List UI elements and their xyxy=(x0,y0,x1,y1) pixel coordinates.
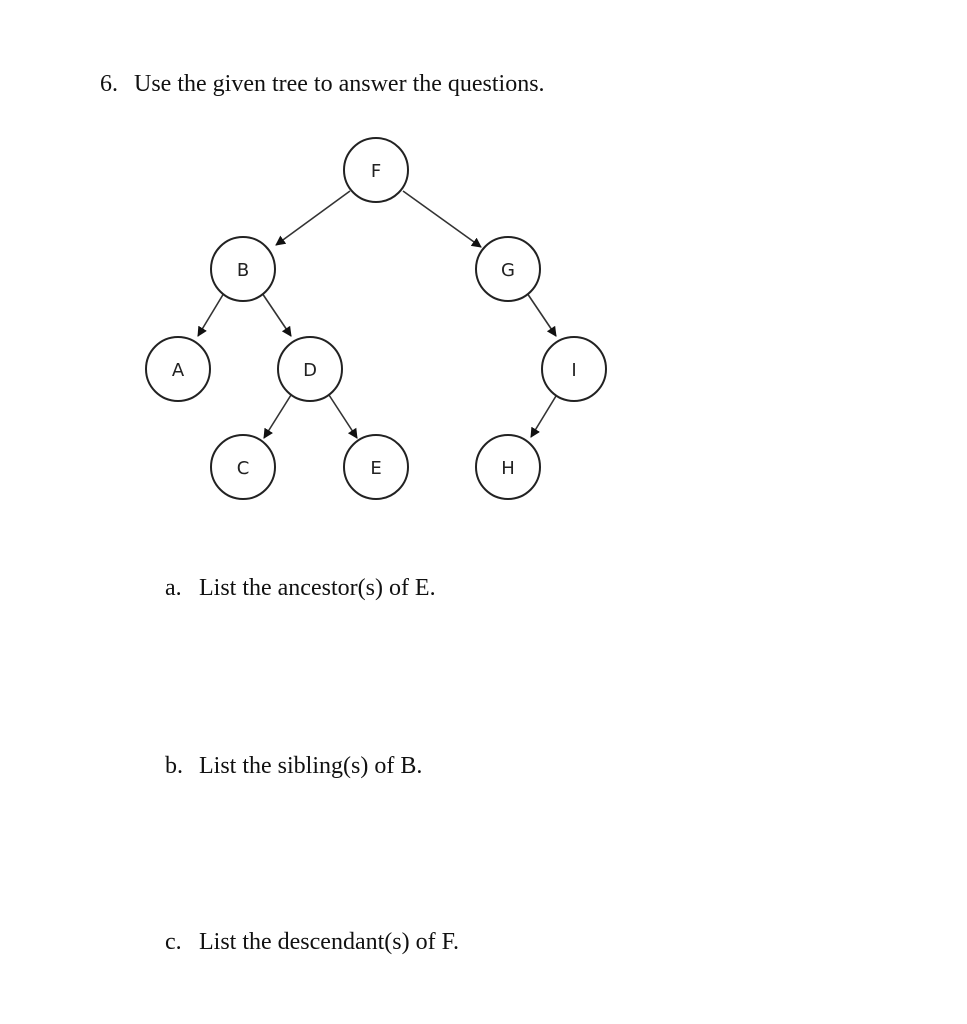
node-label: A xyxy=(171,360,185,381)
edge-b-d xyxy=(262,293,291,336)
sub-question-b xyxy=(165,750,422,782)
edge-g-i xyxy=(527,293,556,336)
tree-node-i xyxy=(542,337,606,401)
node-label: G xyxy=(501,260,515,281)
node-label: H xyxy=(501,458,515,479)
edge-b-a xyxy=(198,293,224,336)
edge-f-b xyxy=(276,191,350,245)
tree-node-f xyxy=(344,138,408,202)
tree-node-c xyxy=(211,435,275,499)
tree-node-d xyxy=(278,337,342,401)
node-label: B xyxy=(236,260,250,281)
sub-question-text: List the sibling(s) of B. xyxy=(199,753,423,779)
tree-node-b xyxy=(211,237,275,301)
node-label: D xyxy=(303,360,317,381)
node-label: C xyxy=(236,458,250,479)
node-label: I xyxy=(571,360,577,381)
node-label: F xyxy=(370,161,382,182)
question-number: 6. xyxy=(100,71,118,97)
node-label: E xyxy=(370,458,382,479)
tree-node-h xyxy=(476,435,540,499)
sub-question-letter: a. xyxy=(165,575,182,601)
sub-question-letter: c. xyxy=(165,929,182,955)
question-text: Use the given tree to answer the questions. xyxy=(134,71,545,97)
edge-f-g xyxy=(403,191,481,247)
tree-node-g xyxy=(476,237,540,301)
edge-d-e xyxy=(329,395,357,438)
tree-node-e xyxy=(344,435,408,499)
tree-edges xyxy=(198,191,556,438)
sub-question-c xyxy=(165,926,459,958)
sub-question-text: List the descendant(s) of F. xyxy=(199,929,460,955)
sub-question-letter: b. xyxy=(165,753,183,779)
edge-i-h xyxy=(531,396,556,437)
sub-question-a xyxy=(165,572,436,604)
tree-node-a xyxy=(146,337,210,401)
sub-question-text: List the ancestor(s) of E. xyxy=(199,575,436,601)
edge-d-c xyxy=(264,395,291,438)
